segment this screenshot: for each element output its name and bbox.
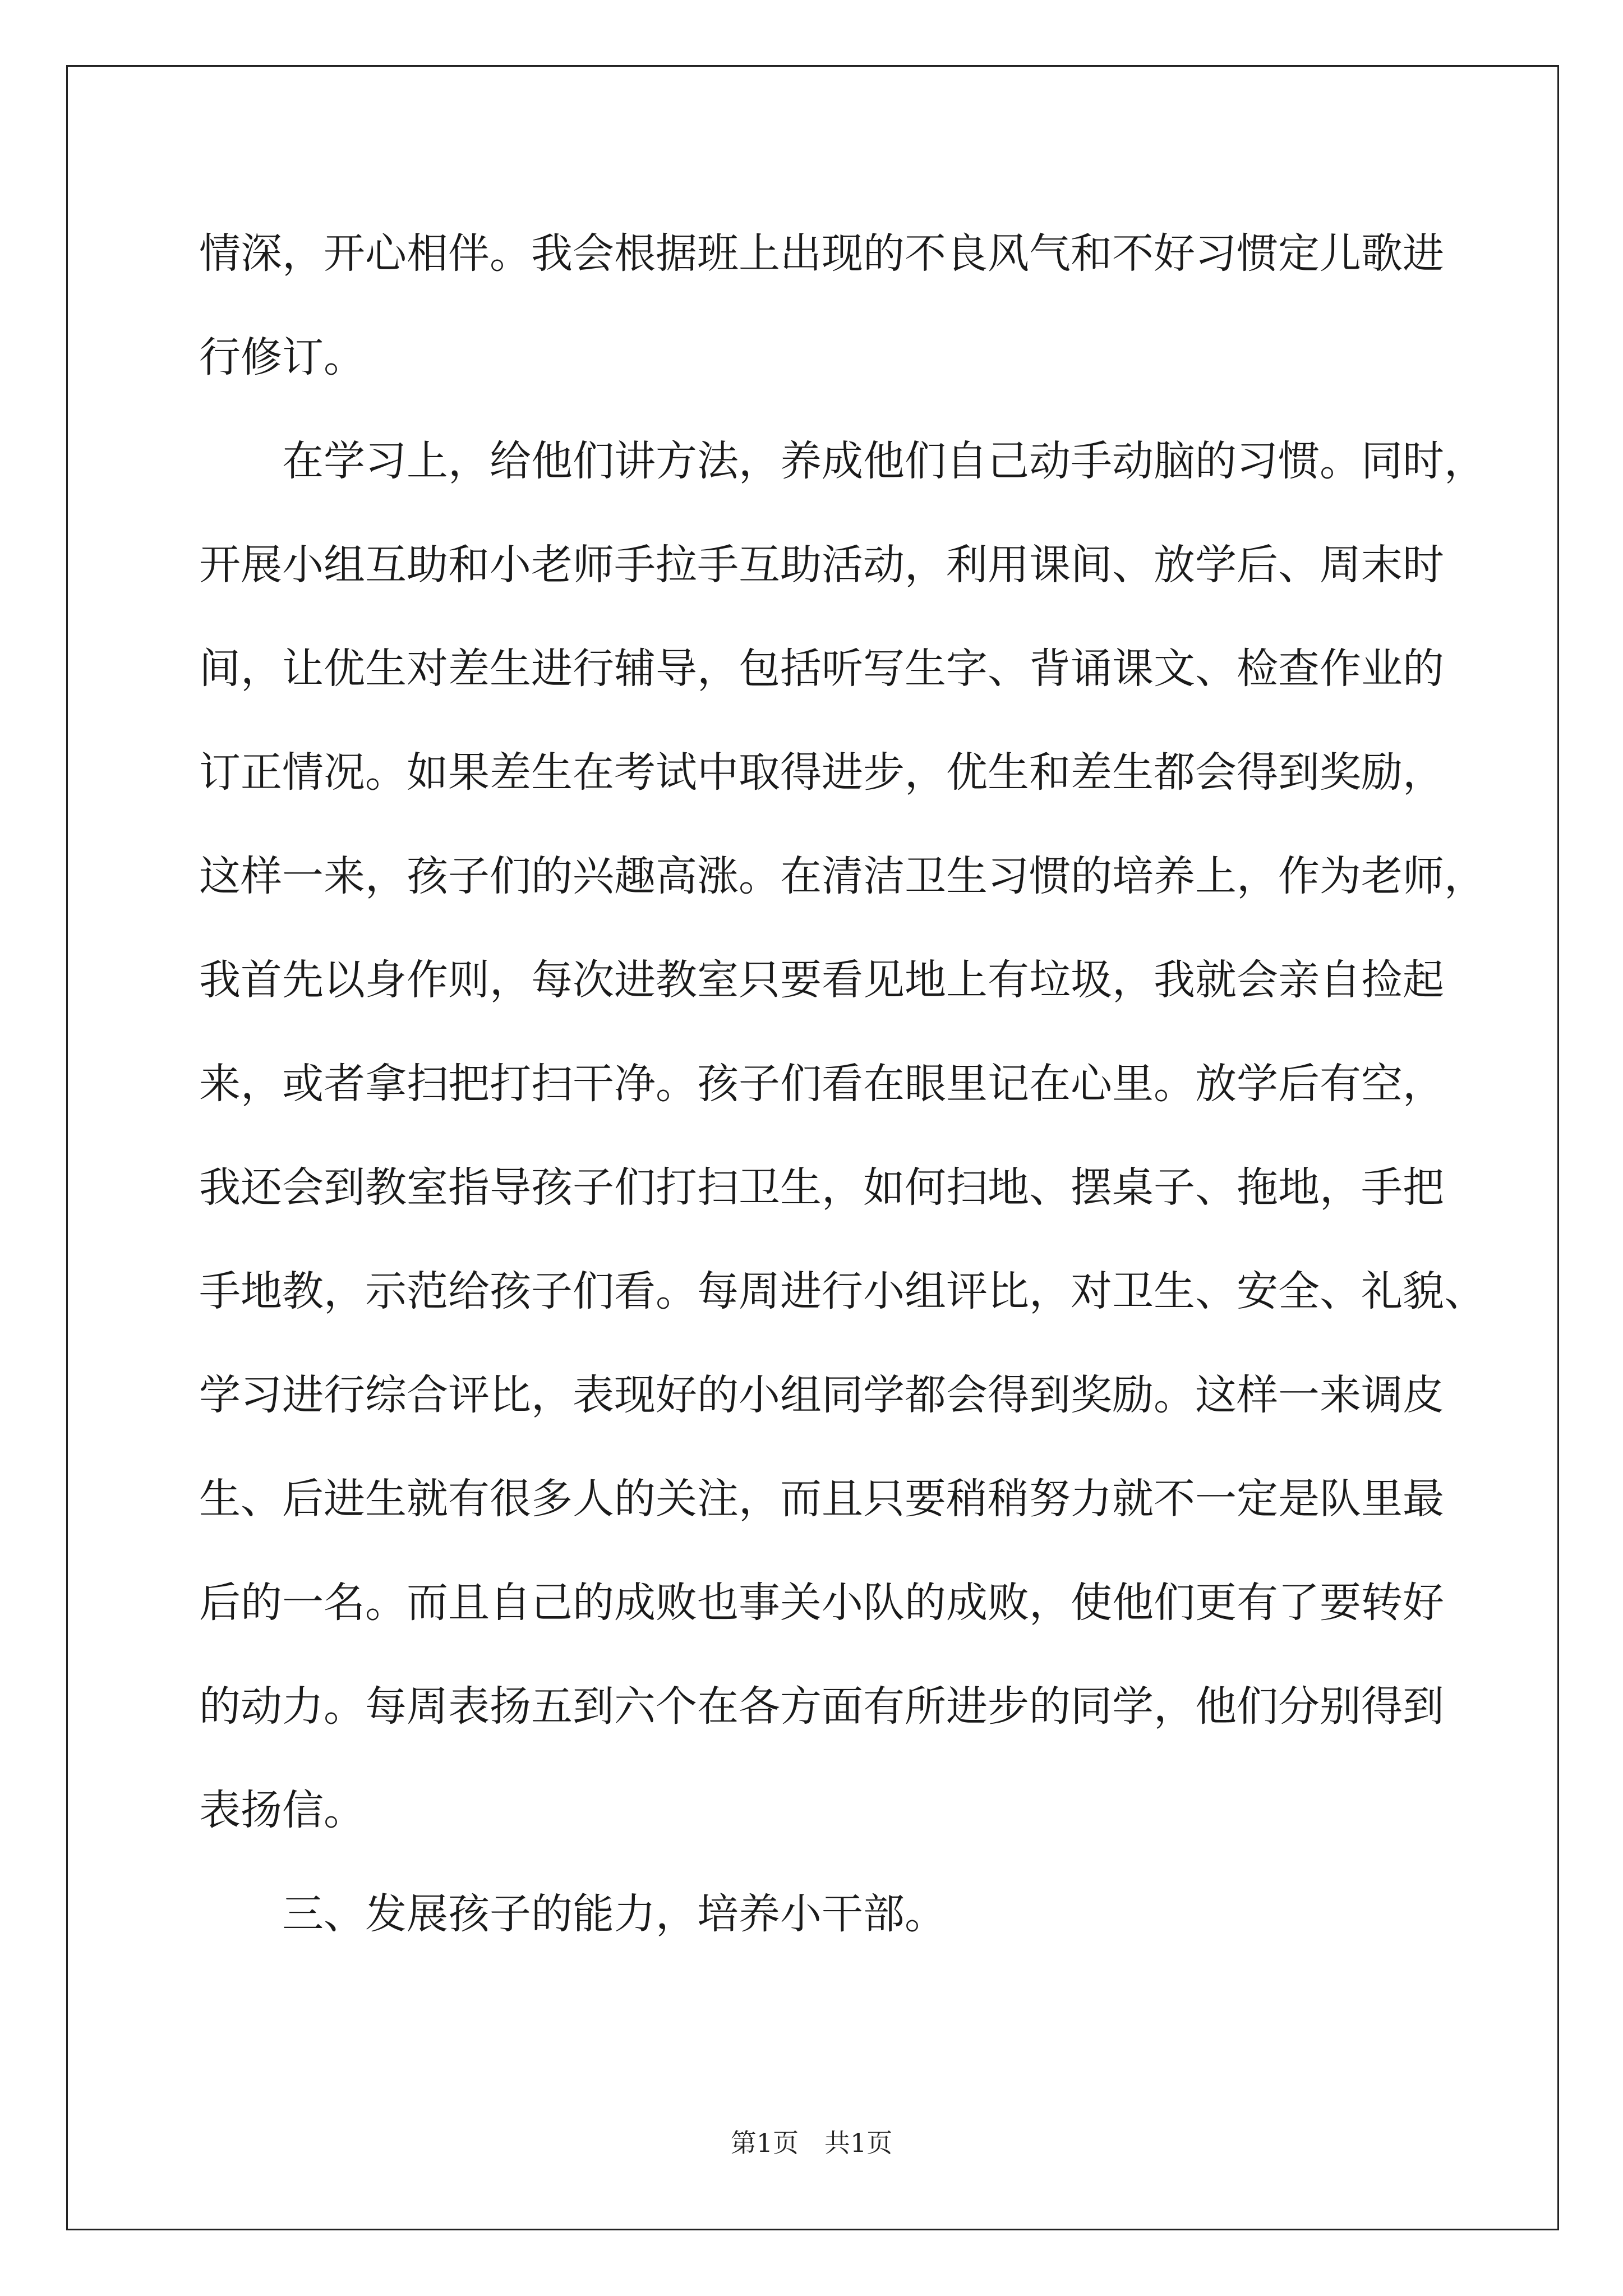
text-line: 我首先以身作则，每次进教室只要看见地上有垃圾，我就会亲自捡起 xyxy=(199,956,1444,1004)
text-line: 的动力。每周表扬五到六个在各方面有所进步的同学，他们分别得到 xyxy=(199,1682,1444,1731)
text-line: 行修订。 xyxy=(199,333,365,381)
text-line: 我还会到教室指导孩子们打扫卫生，如何扫地、摆桌子、拖地，手把 xyxy=(199,1163,1444,1212)
section-heading: 三、发展孩子的能力，培养小干部。 xyxy=(199,1890,946,1938)
document-body xyxy=(199,202,1486,1966)
text-line: 情深，开心相伴。我会根据班上出现的不良风气和不好习惯定儿歌进 xyxy=(199,229,1444,278)
text-line: 生、后进生就有很多人的关注，而且只要稍稍努力就不一定是队里最 xyxy=(199,1475,1444,1523)
text-line: 学习进行综合评比，表现好的小组同学都会得到奖励。这样一来调皮 xyxy=(199,1371,1444,1419)
text-line: 这样一来，孩子们的兴趣高涨。在清洁卫生习惯的培养上，作为老师， xyxy=(199,852,1486,900)
text-line: 表扬信。 xyxy=(199,1786,365,1834)
page-footer: 第1页 共1页 xyxy=(730,2128,893,2158)
text-line: 在学习上，给他们讲方法，养成他们自己动手动脑的习惯。同时， xyxy=(199,437,1486,485)
text-line: 后的一名。而且自己的成败也事关小队的成败，使他们更有了要转好 xyxy=(199,1579,1444,1627)
text-line: 来，或者拿扫把打扫干净。孩子们看在眼里记在心里。放学后有空， xyxy=(199,1060,1444,1108)
text-line: 订正情况。如果差生在考试中取得进步，优生和差生都会得到奖励， xyxy=(199,748,1444,797)
text-line: 开展小组互助和小老师手拉手互助活动，利用课间、放学后、周末时 xyxy=(199,541,1444,589)
text-line: 手地教，示范给孩子们看。每周进行小组评比，对卫生、安全、礼貌、 xyxy=(199,1267,1486,1315)
text-line: 间，让优生对差生进行辅导，包括听写生字、背诵课文、检查作业的 xyxy=(199,645,1444,693)
